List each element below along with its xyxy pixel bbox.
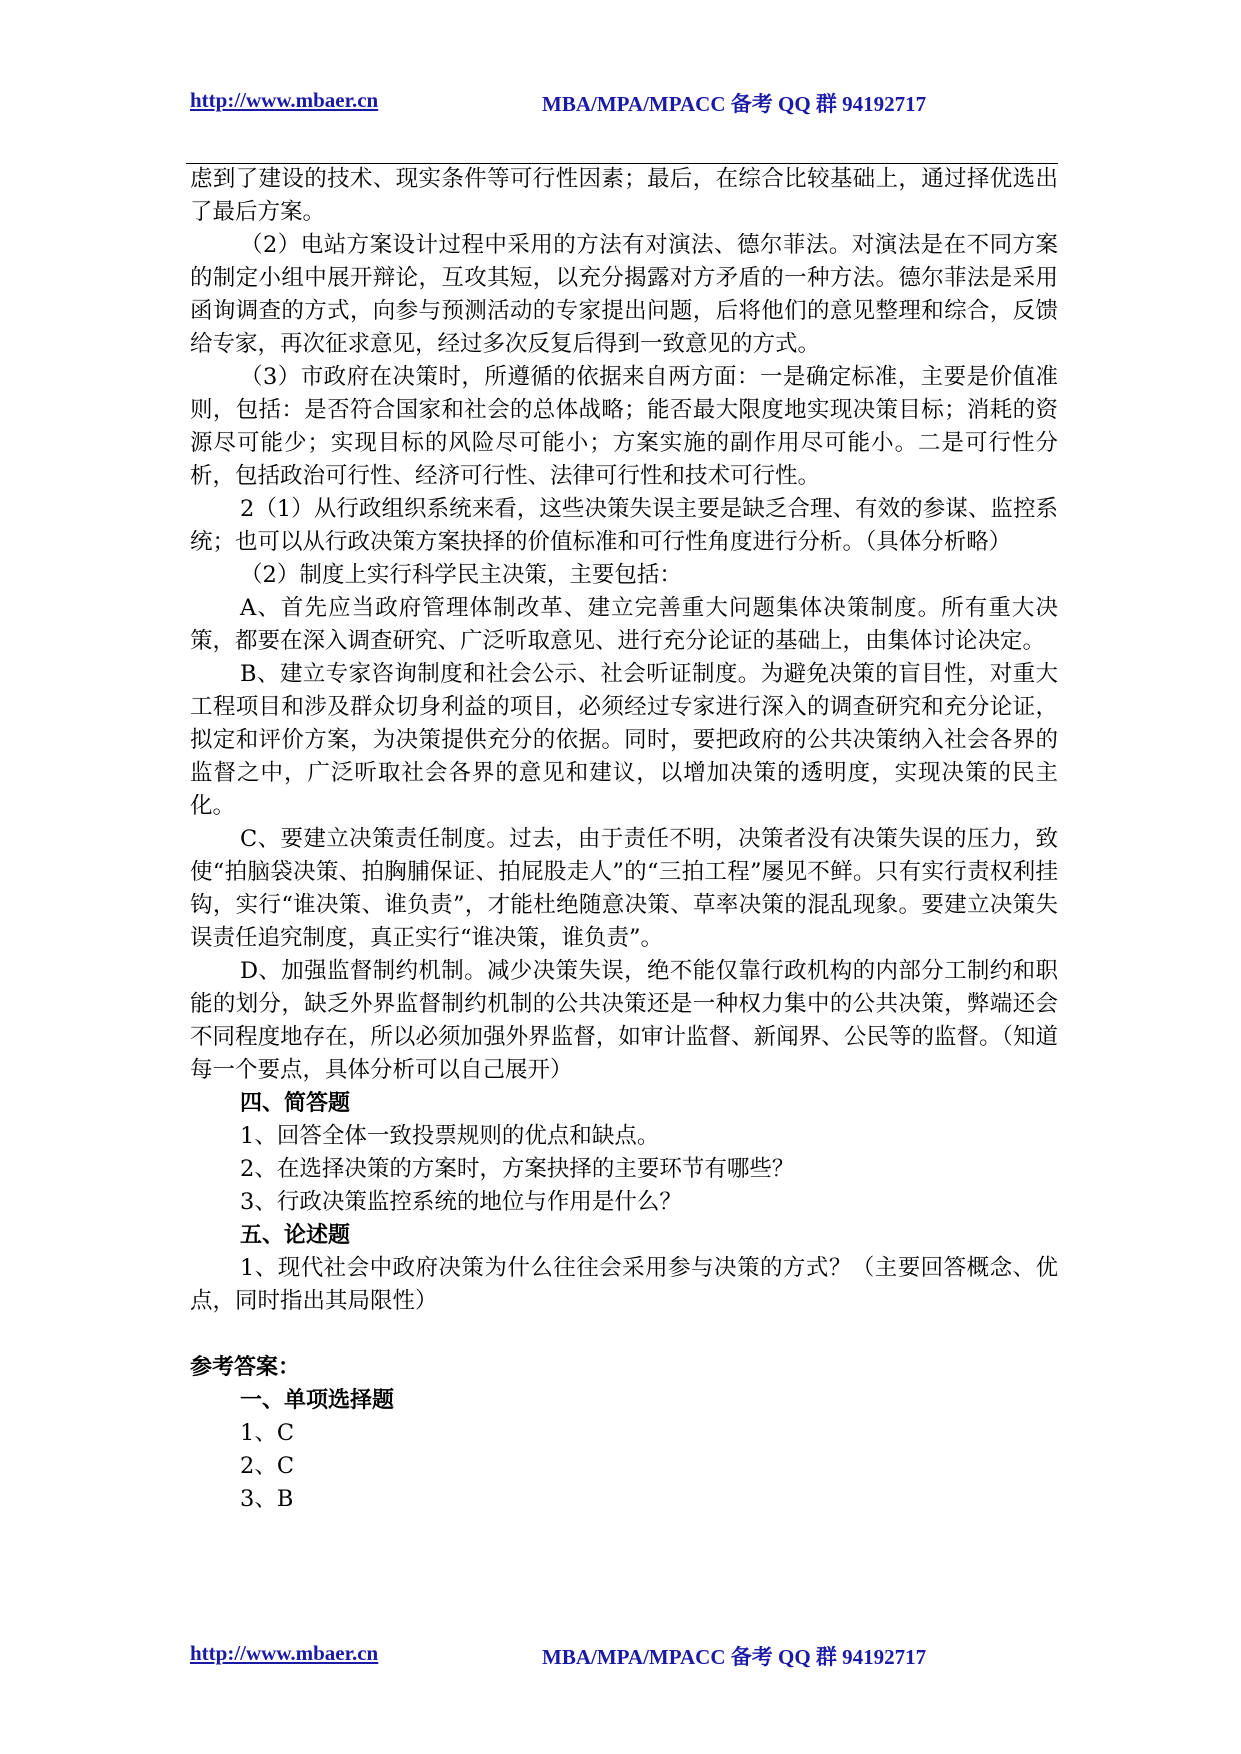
question-item: 3、行政决策监控系统的地位与作用是什么？ (240, 1189, 682, 1215)
paragraph: （2）制度上实行科学民主决策，主要包括： (240, 562, 682, 588)
paragraph: （3）市政府在决策时，所遵循的依据来自两方面：一是确定标准，主要是价值准则，包括：是否符合国家和社会的总体战略；能否最大限度地实现决策目标；消耗的资源尽可能少；实现目标的风险尽可能小；方案实施的副作用尽可能小。二是可行性分析，包括政治可行性、经济可行性、法律可行性和技术可行性。 (190, 364, 1058, 489)
paragraph: B、建立专家咨询制度和社会公示、社会听证制度。为避免决策的盲目性，对重大工程项目和涉及群众切身利益的项目，必须经过专家进行深入的调查研究和充分论证，拟定和评价方案，为决策提供充分的依据。同时，要把政府的公共决策纳入社会各界的监督之中，广泛听取社会各界的意见和建议，以增加决策的透明度，实现决策的民主化。 (190, 661, 1058, 819)
footer-site-link[interactable]: http://www.mbaer.cn (190, 1641, 379, 1665)
question-item: 2、在选择决策的方案时，方案抉择的主要环节有哪些？ (240, 1156, 795, 1182)
document-body (190, 163, 1058, 1516)
paragraph: （2）电站方案设计过程中采用的方法有对演法、德尔菲法。对演法是在不同方案的制定小组中展开辩论，互攻其短，以充分揭露对方矛盾的一种方法。德尔菲法是采用函询调查的方式，向参与预测活动的专家提出问题，后将他们的意见整理和综合，反馈给专家，再次征求意见，经过多次反复后得到一致意见的方式。 (190, 232, 1058, 357)
section-heading-essay: 五、论述题 (240, 1223, 351, 1248)
page-footer (190, 1641, 1050, 1671)
header-site-link[interactable]: http://www.mbaer.cn (190, 88, 379, 112)
section-heading-short-answer: 四、简答题 (240, 1091, 351, 1116)
answer-item: 3、B (240, 1486, 294, 1512)
header-group-text: MBA/MPA/MPACC 备考 QQ 群 94192717 (542, 92, 927, 116)
paragraph: 虑到了建设的技术、现实条件等可行性因素；最后，在综合比较基础上，通过择优选出了最后方案。 (190, 166, 1058, 225)
reference-answers-heading: 参考答案： (190, 1355, 301, 1380)
footer-group-text: MBA/MPA/MPACC 备考 QQ 群 94192717 (542, 1645, 927, 1669)
paragraph: D、加强监督制约机制。减少决策失误，绝不能仅靠行政机构的内部分工制约和职能的划分，缺乏外界监督制约机制的公共决策还是一种权力集中的公共决策，弊端还会不同程度地存在，所以必须加强外界监督，如审计监督、新闻界、公民等的监督。（知道每一个要点，具体分析可以自己展开） (190, 958, 1058, 1083)
page-header (190, 88, 1050, 118)
paragraph: A、首先应当政府管理体制改革、建立完善重大问题集体决策制度。所有重大决策，都要在深入调查研究、广泛听取意见、进行充分论证的基础上，由集体讨论决定。 (190, 595, 1058, 654)
paragraph: 2（1）从行政组织系统来看，这些决策失误主要是缺乏合理、有效的参谋、监控系统；也可以从行政决策方案抉择的价值标准和可行性角度进行分析。（具体分析略） (190, 496, 1058, 555)
section-heading-single-choice: 一、单项选择题 (240, 1388, 395, 1413)
question-item: 1、现代社会中政府决策为什么往往会采用参与决策的方式？（主要回答概念、优点，同时指出其局限性） (190, 1255, 1058, 1314)
paragraph: C、要建立决策责任制度。过去，由于责任不明，决策者没有决策失误的压力，致使“拍脑袋决策、拍胸脯保证、拍屁股走人”的“三拍工程”屡见不鲜。只有实行责权利挂钩，实行“谁决策、谁负责”，才能杜绝随意决策、草率决策的混乱现象。要建立决策失误责任追究制度，真正实行“谁决策，谁负责”。 (190, 826, 1058, 951)
answer-item: 1、C (240, 1420, 295, 1446)
question-item: 1、回答全体一致投票规则的优点和缺点。 (240, 1123, 660, 1149)
answer-item: 2、C (240, 1453, 295, 1479)
